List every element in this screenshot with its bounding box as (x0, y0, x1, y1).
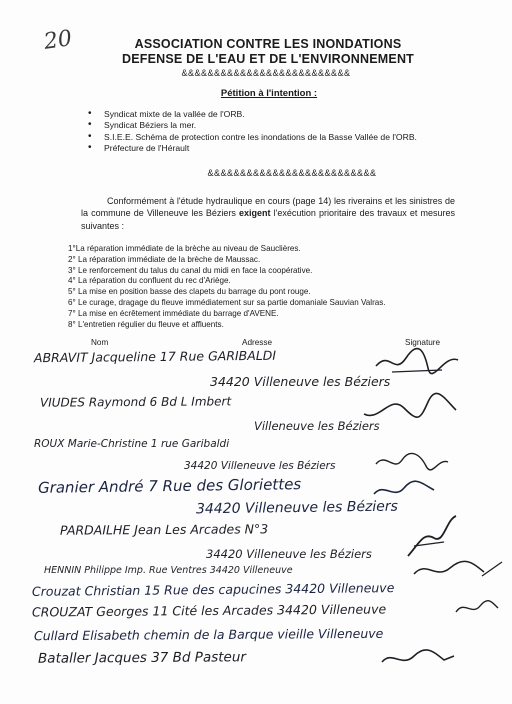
signatory-name-address: Bataller Jacques 37 Bd Pasteur (37, 649, 246, 667)
petition-subtitle: Pétition à l'intention : (220, 88, 318, 99)
title-line-1: ASSOCIATION CONTRE LES INONDATIONS (134, 37, 402, 51)
demand-item: 6° Le curage, dragage du fleuve immédiatement sur sa partie domaniale Sauvian Valras. (68, 297, 386, 307)
signatory-city: 34420 Villeneuve les Béziers (195, 498, 399, 518)
signatory-name-address: Cullard Elisabeth chemin de la Barque vieille Villeneuve (33, 625, 384, 644)
column-header-address: Adresse (242, 338, 273, 347)
demand-item: 1°La réparation immédiate de la brèche au niveau de Sauclières. (68, 244, 301, 253)
separator-middle: &&&&&&&&&&&&&&&&&&&&&&&&&& (207, 168, 377, 178)
signatory-city: 34420 Villeneuve les Béziers (206, 547, 372, 561)
column-header-signature: Signature (405, 338, 441, 347)
signature-mark (378, 646, 458, 672)
signature-mark (360, 392, 460, 426)
demand-item: 8° L'entretien régulier du fleuve et affluents. (68, 319, 224, 329)
signatory-name-address: ROUX Marie-Christine 1 rue Garibaldi (34, 438, 230, 450)
recipient-item: • S.I.E.E. Schéma de protection contre les inondations de la Basse Vallée de l'ORB. (88, 132, 417, 143)
column-header-name: Nom (91, 338, 109, 347)
signature-mark (372, 450, 452, 474)
signatory-name-address: Crouzat Christian 15 Rue des capucines 34420 Villeneuve (31, 580, 395, 599)
handwritten-page-number: 20 (42, 26, 74, 55)
intro-text-end: l'exécution prioritaire des travaux et mesures suivantes : (81, 208, 455, 231)
signatory-city: 34420 Villeneuve les Béziers (210, 374, 391, 389)
demand-item: 5° La mise en position basse des clapets du barrage du pont rouge. (68, 287, 311, 297)
recipient-item: • Préfecture de l'Hérault (88, 143, 417, 154)
signatory-city: Villeneuve les Béziers (254, 419, 380, 433)
signature-mark (372, 346, 462, 378)
signature-mark (370, 476, 440, 504)
intro-text: Conformément à l'étude hydraulique en cours (page 14) les riverains et les sinistres de la commune de Villeneuve les Béziers (81, 196, 455, 219)
intro-paragraph (81, 195, 455, 232)
separator-top: &&&&&&&&&&&&&&&&&&&&&&&&&& (181, 68, 351, 78)
demand-item: 2° La réparation immédiate de la brèche de Maussac. (68, 254, 261, 264)
demand-list (68, 244, 386, 330)
signatory-name-address: CROUZAT Georges 11 Cité les Arcades 34420 Villeneuve (31, 601, 387, 620)
signatory-name-address: ABRAVIT Jacqueline 17 Rue GARIBALDI (33, 347, 277, 366)
signatory-name-address: VIUDES Raymond 6 Bd L Imbert (39, 394, 232, 410)
signatory-name-address: Granier André 7 Rue des Gloriettes (37, 475, 302, 497)
recipient-list (88, 109, 417, 154)
intro-bold-word: exigent (239, 208, 271, 219)
signatory-name-address: PARDAILHE Jean Les Arcades N°3 (59, 521, 269, 538)
signatory-city: 34420 Villeneuve les Béziers (184, 460, 336, 472)
title-line-2: DEFENSE DE L'EAU ET DE L'ENVIRONNEMENT (121, 52, 415, 66)
recipient-item: • Syndicat mixte de la vallée de l'ORB. (88, 109, 417, 120)
recipient-item: • Syndicat Béziers la mer. (88, 120, 417, 131)
demand-item: 3° Le renforcement du talus du canal du midi en face la coopérative. (68, 265, 313, 275)
signature-mark (410, 556, 506, 584)
signature-mark (452, 596, 502, 620)
demand-item: 4° La réparation du confluent du rec d'Ariège. (68, 276, 231, 286)
demand-item: 7° La mise en écrêtement immédiate du barrage d'AVENE. (68, 308, 279, 318)
signatory-name-address: HENNIN Philippe Imp. Rue Ventres 34420 Villeneuve (44, 565, 293, 576)
